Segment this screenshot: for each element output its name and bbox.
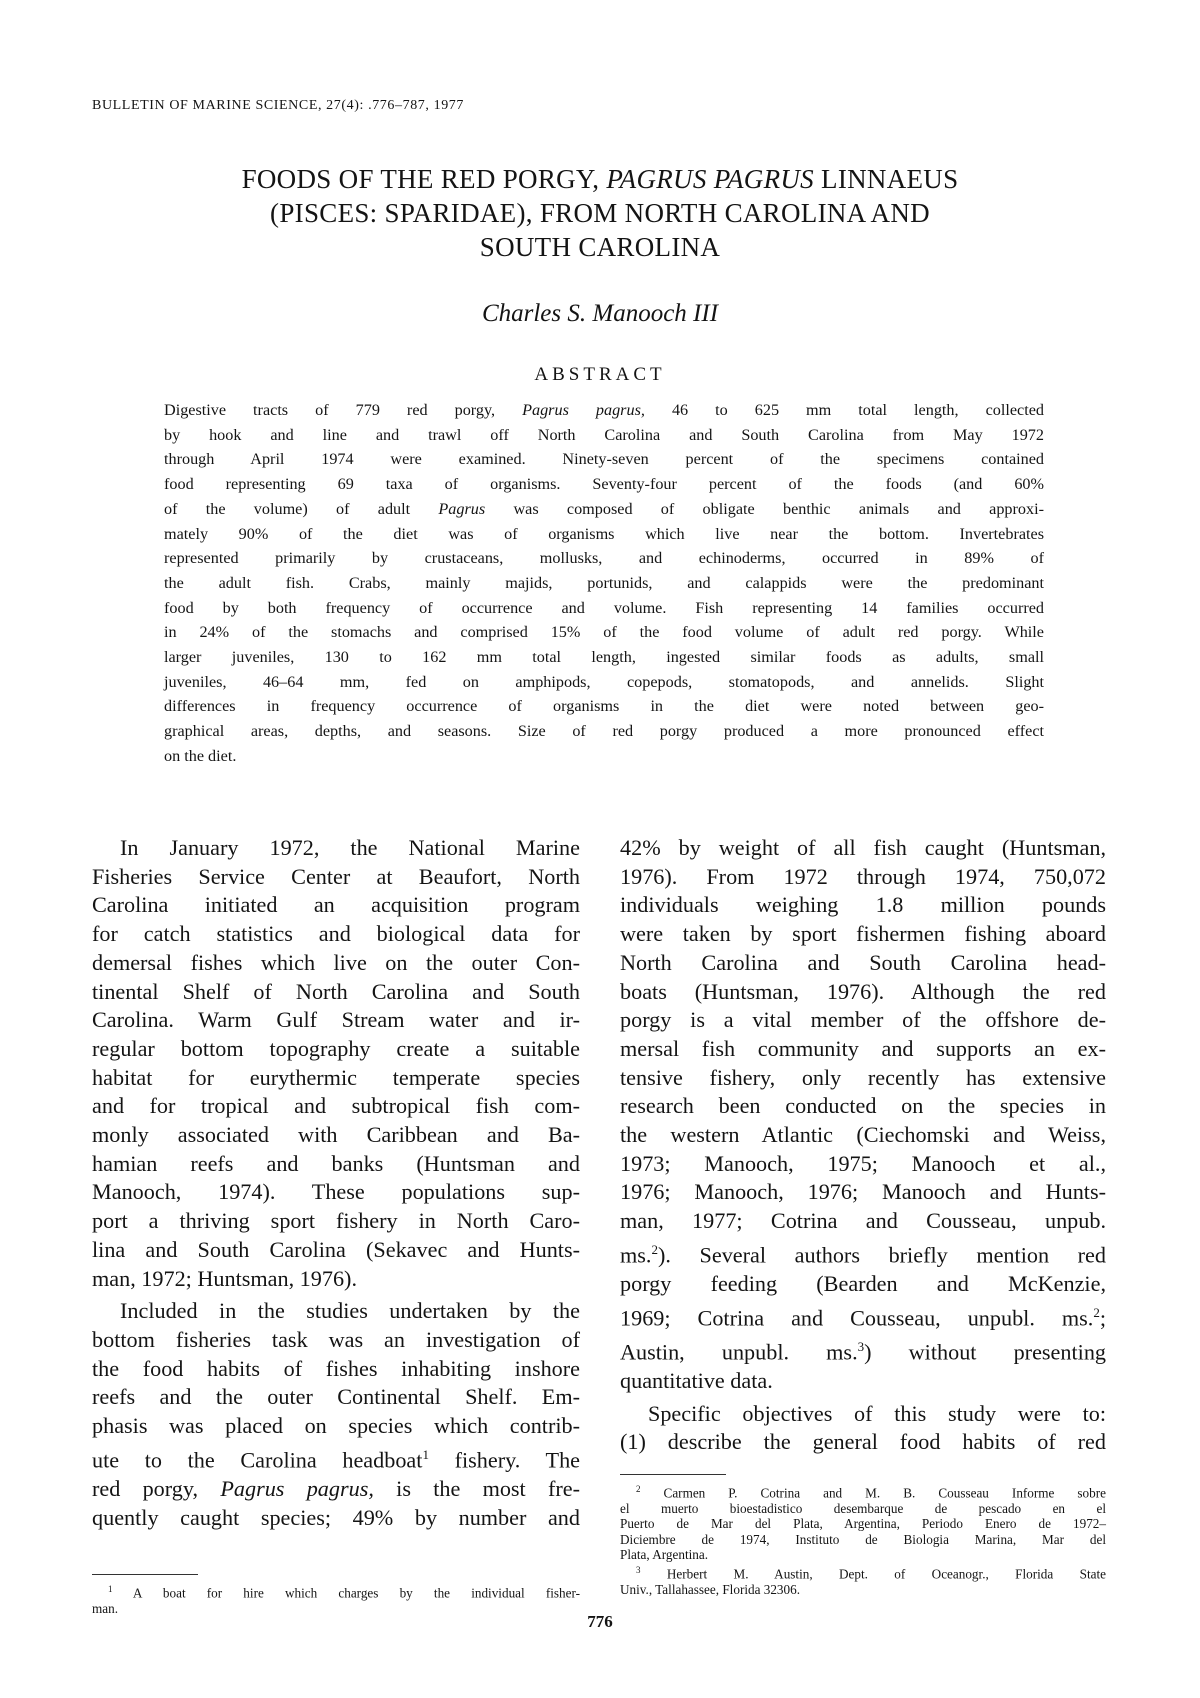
body-line: (1) describe the general food habits of red (620, 1429, 1106, 1455)
abstract-line: graphical areas, depths, and seasons. Size of red porgy produced a more pronounced effect (164, 722, 1044, 741)
body-line: 1976; Manooch, 1976; Manooch and Hunts- (620, 1179, 1106, 1205)
footnote-text: Herbert M. Austin, Dept. of Oceanogr., Florida State (640, 1566, 1106, 1582)
body-line: Fisheries Service Center at Beaufort, North (92, 863, 580, 889)
footnote-line: Puerto de Mar del Plata, Argentina, Periodo Enero de 1972– (620, 1516, 1106, 1532)
footnote-line: Plata, Argentina. (620, 1547, 709, 1563)
species-name: Pagrus (438, 499, 486, 518)
title-line: (PISCES: SPARIDAE), FROM NORTH CAROLINA AND (270, 198, 930, 228)
abstract-text: was composed of obligate benthic animals and approxi- (485, 499, 1044, 518)
footnote-marker: 2 (1093, 1304, 1100, 1320)
body-text: Austin, unpubl. ms. (620, 1339, 858, 1365)
abstract-text: of the volume) of adult (164, 499, 439, 518)
body-line: monly associated with Caribbean and Ba- (92, 1122, 580, 1148)
title-line (130, 162, 1070, 196)
footnote-text: A boat for hire which charges by the individual fisher- (112, 1585, 580, 1601)
title-species-name: PAGRUS PAGRUS (606, 164, 814, 194)
abstract-line: mately 90% of the diet was of organisms which live near the bottom. Invertebrates (164, 524, 1044, 543)
footnote-marker: 2 (651, 1241, 658, 1257)
body-line: the western Atlantic (Ciechomski and Weiss, (620, 1122, 1106, 1148)
species-name: Pagrus pagrus, (220, 1475, 374, 1501)
abstract-line: food representing 69 taxa of organisms. Seventy-four percent of the foods (and 60% (164, 475, 1044, 494)
abstract-heading: ABSTRACT (534, 364, 666, 385)
body-line: In January 1972, the National Marine (120, 835, 580, 860)
body-line (620, 1236, 1106, 1270)
body-line: habitat for eurythermic temperate species (92, 1064, 580, 1090)
abstract-line: by hook and line and trawl off North Carolina and South Carolina from May 1972 (164, 425, 1044, 444)
body-text: ; (1099, 1305, 1106, 1331)
body-line: were taken by sport fishermen fishing aboard (620, 921, 1106, 947)
footnote-marker: 3 (636, 1564, 641, 1575)
journal-citation: BULLETIN OF MARINE SCIENCE, 27(4): .776–787, 1977 (92, 98, 464, 113)
abstract-text: 46 to 625 mm total length, collected (644, 401, 1044, 419)
body-line: regular bottom topography create a suitable (92, 1035, 580, 1061)
footnote-line: Diciembre de 1974, Instituto de Biologia Marina, Mar del (620, 1531, 1106, 1547)
body-line: the food habits of fishes inhabiting inshore (92, 1355, 580, 1381)
footnote-line (620, 1482, 1106, 1501)
body-text: ute to the Carolina headboat (92, 1447, 423, 1473)
body-line: North Carolina and South Carolina head- (620, 949, 1106, 975)
body-line: mersal fish community and supports an ex- (620, 1035, 1106, 1061)
body-line: individuals weighing 1.8 million pounds (620, 892, 1106, 918)
body-line: Included in the studies undertaken by the (120, 1298, 580, 1324)
body-line: 1973; Manooch, 1975; Manooch et al., (620, 1150, 1106, 1176)
species-name: Pagrus pagrus, (522, 401, 645, 419)
body-line: boats (Huntsman, 1976). Although the red (620, 978, 1106, 1004)
body-line: demersal fishes which live on the outer Con- (92, 949, 580, 975)
body-text: ). Several authors briefly mention red (657, 1242, 1106, 1268)
body-text: is the most fre- (373, 1475, 580, 1501)
abstract-line (164, 497, 1044, 522)
author-name: Charles S. Manooch III (481, 300, 719, 327)
footnote-line: Univ., Tallahassee, Florida 32306. (620, 1581, 801, 1597)
footnote-line (620, 1563, 1106, 1582)
body-line: for catch statistics and biological data for (92, 921, 580, 947)
body-line: man, 1972; Huntsman, 1976). (92, 1265, 357, 1291)
footnote-marker: 2 (636, 1484, 641, 1494)
body-line: quently caught species; 49% by number and (92, 1504, 580, 1530)
body-text: fishery. The (428, 1447, 581, 1473)
abstract-line: represented primarily by crustaceans, mollusks, and echinoderms, occurred in 89% of (164, 549, 1044, 568)
title-text: LINNAEUS (813, 164, 959, 194)
footnote-divider-left (92, 1574, 198, 1575)
body-line (92, 1475, 580, 1504)
body-line: Manooch, 1974). These populations sup- (92, 1179, 580, 1205)
footnote-marker: 1 (422, 1446, 429, 1462)
body-column-right (620, 834, 1106, 1457)
abstract-line (164, 398, 1044, 423)
body-line: 1976). From 1972 through 1974, 750,072 (620, 863, 1106, 889)
footnote-text: Carmen P. Cotrina and M. B. Cousseau Informe sobre (640, 1485, 1106, 1501)
abstract-line: in 24% of the stomachs and comprised 15% of the food volume of adult red porgy. While (164, 623, 1044, 642)
abstract-line: the adult fish. Crabs, mainly majids, portunids, and calappids were the predominant (164, 573, 1044, 592)
abstract-line: differences in frequency occurrence of organisms in the diet were noted between geo- (164, 697, 1044, 716)
body-line: porgy is a vital member of the offshore de- (620, 1007, 1106, 1033)
body-text: 1969; Cotrina and Cousseau, unpubl. ms. (620, 1305, 1094, 1331)
abstract-line: juveniles, 46–64 mm, fed on amphipods, copepods, stomatopods, and annelids. Slight (164, 672, 1044, 691)
body-line: Specific objectives of this study were to: (648, 1400, 1106, 1426)
body-line: research been conducted on the species in (620, 1093, 1106, 1119)
body-line: and for tropical and subtropical fish com- (92, 1093, 580, 1119)
body-line: bottom fisheries task was an investigation of (92, 1326, 580, 1352)
body-line: porgy feeding (Bearden and McKenzie, (620, 1270, 1106, 1296)
body-line: man, 1977; Cotrina and Cousseau, unpub. (620, 1208, 1106, 1234)
body-line: port a thriving sport fishery in North Caro- (92, 1208, 580, 1234)
abstract-text: Digestive tracts of 779 red porgy, (164, 401, 523, 419)
footnote-right (620, 1482, 1106, 1597)
abstract-line: through April 1974 were examined. Ninety-seven percent of the specimens contained (164, 450, 1044, 469)
footnote-line: el muerto bioestadistico desembarque de pescado en el (620, 1500, 1106, 1516)
body-line: tensive fishery, only recently has extensive (620, 1064, 1106, 1090)
body-line: reefs and the outer Continental Shelf. Em- (92, 1384, 580, 1410)
body-text: ) without presenting (864, 1339, 1107, 1365)
footnote-marker: 1 (108, 1584, 113, 1594)
body-line: hamian reefs and banks (Huntsman and (92, 1150, 580, 1176)
body-line (92, 1441, 580, 1475)
footnote-line (92, 1582, 580, 1601)
body-line: Carolina. Warm Gulf Stream water and ir- (92, 1007, 580, 1033)
body-line: Carolina initiated an acquisition program (92, 892, 580, 918)
body-column-left (92, 834, 580, 1532)
abstract-line: larger juveniles, 130 to 162 mm total length, ingested similar foods as adults, small (164, 648, 1044, 667)
abstract-body (164, 398, 1044, 769)
body-line: quantitative data. (620, 1367, 773, 1393)
page-number: 776 (587, 1612, 613, 1631)
title-text: FOODS OF THE RED PORGY, (241, 164, 607, 194)
body-line (620, 1333, 1106, 1367)
body-line: tinental Shelf of North Carolina and South (92, 978, 580, 1004)
footnote-line: man. (92, 1600, 119, 1616)
body-line: phasis was placed on species which contrib- (92, 1413, 580, 1439)
footnote-marker: 3 (857, 1338, 865, 1354)
body-text: red porgy, (92, 1475, 221, 1501)
body-line: lina and South Carolina (Sekavec and Hunts- (92, 1236, 580, 1262)
body-line (620, 1299, 1106, 1333)
abstract-line: food by both frequency of occurrence and volume. Fish representing 14 families occurred (164, 598, 1044, 617)
article-title (130, 162, 1070, 264)
abstract-line: on the diet. (164, 746, 237, 765)
footnote-divider-right (620, 1474, 726, 1475)
title-line: SOUTH CAROLINA (479, 232, 721, 262)
body-text: ms. (620, 1242, 652, 1268)
body-line: 42% by weight of all fish caught (Huntsman, (620, 835, 1106, 860)
